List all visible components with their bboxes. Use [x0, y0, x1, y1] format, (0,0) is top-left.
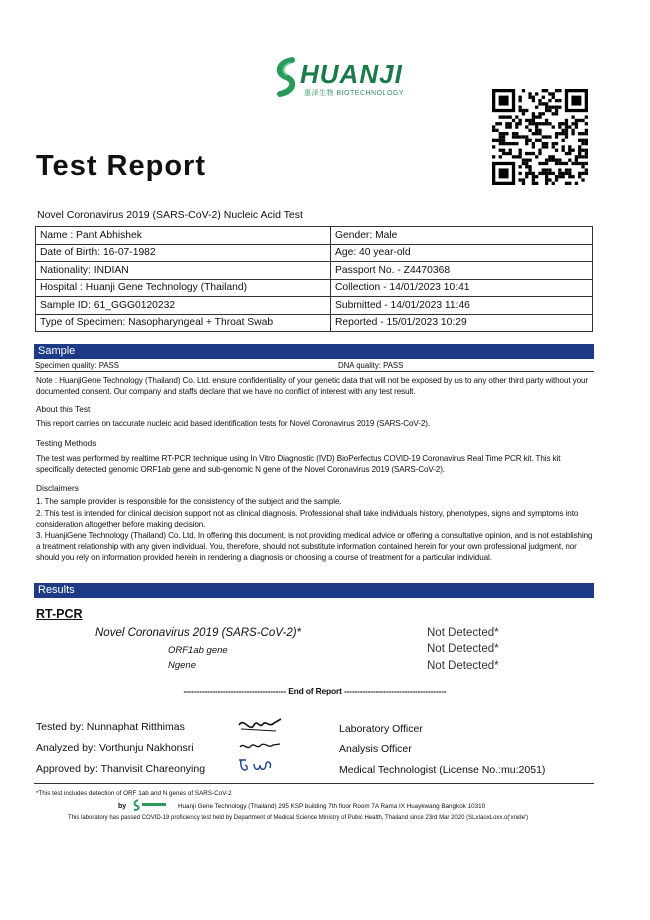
- table-cell: Gender: Male: [331, 227, 593, 245]
- signature-icon: [236, 715, 284, 737]
- patient-info-table: [35, 226, 593, 332]
- result-name: Novel Coronavirus 2019 (SARS-CoV-2)*: [95, 627, 302, 639]
- analyzed-by: Analyzed by: Vorthunju Nakhonsri: [36, 742, 194, 754]
- table-row: [36, 244, 593, 262]
- company-logo: [270, 55, 470, 105]
- results-section-bar: Results: [34, 583, 594, 598]
- helix-logo-icon: [270, 57, 302, 97]
- disclaimer-3: 3. HuanjiGene Technology (Thailand) Co. Ltd. In offering this document, is not providing medical advice or offering a consultative opinion, and is not establishing a treatment relationship with any given individual. You, therefore, should not substitute information contained herein for your own professional judgment, nor should you rely on information provided herein in rendering a diagnosis or choosing a course of treatment for a particular individual.: [36, 531, 593, 562]
- table-cell: Age: 40 year-old: [331, 244, 593, 262]
- logo-text: HUANJI: [300, 59, 403, 89]
- table-cell: Reported - 15/01/2023 10:29: [331, 314, 593, 332]
- about-text: This report carries on taccurate nucleic acid based identification tests for Novel Coronavirus 2019 (SARS-CoV-2).: [36, 419, 431, 428]
- quality-line: [34, 361, 594, 372]
- table-row: [36, 227, 593, 245]
- signature-icon: [236, 756, 276, 776]
- sample-section-bar: Sample: [34, 344, 594, 359]
- page-title: Test Report: [36, 150, 206, 182]
- footnote: *This test includes detection of ORF 1ab and N genes of SARS-CoV-2: [36, 790, 232, 797]
- result-value: Not Detected*: [427, 660, 499, 672]
- table-cell: Passport No. - Z4470368: [331, 262, 593, 280]
- table-cell: Submitted - 14/01/2023 11:46: [331, 297, 593, 315]
- disclaimers-heading: Disclaimers: [36, 483, 79, 493]
- tested-by: Tested by: Nunnaphat Ritthimas: [36, 721, 185, 733]
- result-name: Ngene: [168, 660, 196, 671]
- tested-by-role: Laboratory Officer: [339, 723, 423, 735]
- table-cell: Sample ID: 61_GGG0120232: [36, 297, 331, 315]
- table-cell: Name : Pant Abhishek: [36, 227, 331, 245]
- small-logo-icon: [132, 799, 168, 811]
- approved-by: Approved by: Thanvisit Chareonying: [36, 763, 206, 775]
- footer-by: by: [118, 803, 127, 810]
- table-row: [36, 279, 593, 297]
- qr-code-icon: [492, 89, 588, 185]
- disclaimer-2: 2. This test is intended for clinical decision support not as clinical diagnosis. Professional shall take individuals history, phenotypes, signs and symptoms into consideration altogether before making decision.: [36, 509, 579, 529]
- approved-by-role: Medical Technologist (License No.:mu:2051): [339, 764, 546, 776]
- methods-text: The test was performed by realtime RT-PCR technique using In Vitro Diagnostic (IVD) BioPerfectus COVID-19 Coronavirus Real Time PCR kit. This kit specifically detected genomic ORF1ab gene and sub-genomic N gene of the Novel Coronavirus 2019 (SARS-CoV-2).: [36, 454, 561, 474]
- disclaimer-1: 1. The sample provider is responsible for the consistency of the subject and the sample.: [36, 497, 342, 506]
- table-row: [36, 262, 593, 280]
- table-cell: Hospital : Huanji Gene Technology (Thailand): [36, 279, 331, 297]
- table-cell: Type of Specimen: Nasopharyngeal + Throat Swab: [36, 314, 331, 332]
- footer-address: Huanji Gene Technology (Thailand) 295 KSP building 7th floor Room 7A Rama IX Huaykwang Bangkok 10310: [178, 803, 486, 810]
- table-row: [36, 297, 593, 315]
- result-value: Not Detected*: [427, 627, 499, 639]
- result-name: ORF1ab gene: [168, 645, 228, 656]
- logo-subtext: 惠泽生物 BIOTECHNOLOGY: [304, 90, 405, 97]
- table-row: [36, 314, 593, 332]
- table-cell: Nationality: INDIAN: [36, 262, 331, 280]
- end-of-report: --------------------------------------- End of Report ---------------------------------------: [183, 686, 447, 696]
- method-title: RT-PCR: [36, 607, 83, 621]
- test-subtitle: Novel Coronavirus 2019 (SARS-CoV-2) Nucleic Acid Test: [37, 209, 303, 221]
- table-cell: Date of Birth: 16-07-1982: [36, 244, 331, 262]
- signature-icon: [238, 739, 282, 753]
- confidentiality-note: Note : HuanjiGene Technology (Thailand) Co. Ltd. ensure confidentiality of your genetic data that will not be exposed by us to any other third party without your documented consent. Our company and staffs declare that we have no conflict of interest with any test result.: [36, 376, 588, 396]
- dna-quality: DNA quality: PASS: [338, 361, 404, 370]
- methods-heading: Testing Methods: [36, 438, 97, 448]
- footer-accreditation: This laboratory has passed COVID-19 proficiency test held by Department of Medical Science Ministry of Pubic Health, Thailand since 23rd Mar 2020 (SLxIaoxLoxx.o('xnide'): [68, 815, 529, 821]
- table-cell: Collection - 14/01/2023 10:41: [331, 279, 593, 297]
- specimen-quality: Specimen quality: PASS: [35, 361, 119, 370]
- footer-divider: [34, 783, 594, 784]
- analyzed-by-role: Analysis Officer: [339, 743, 412, 755]
- about-heading: About this Test: [36, 404, 91, 414]
- result-value: Not Detected*: [427, 643, 499, 655]
